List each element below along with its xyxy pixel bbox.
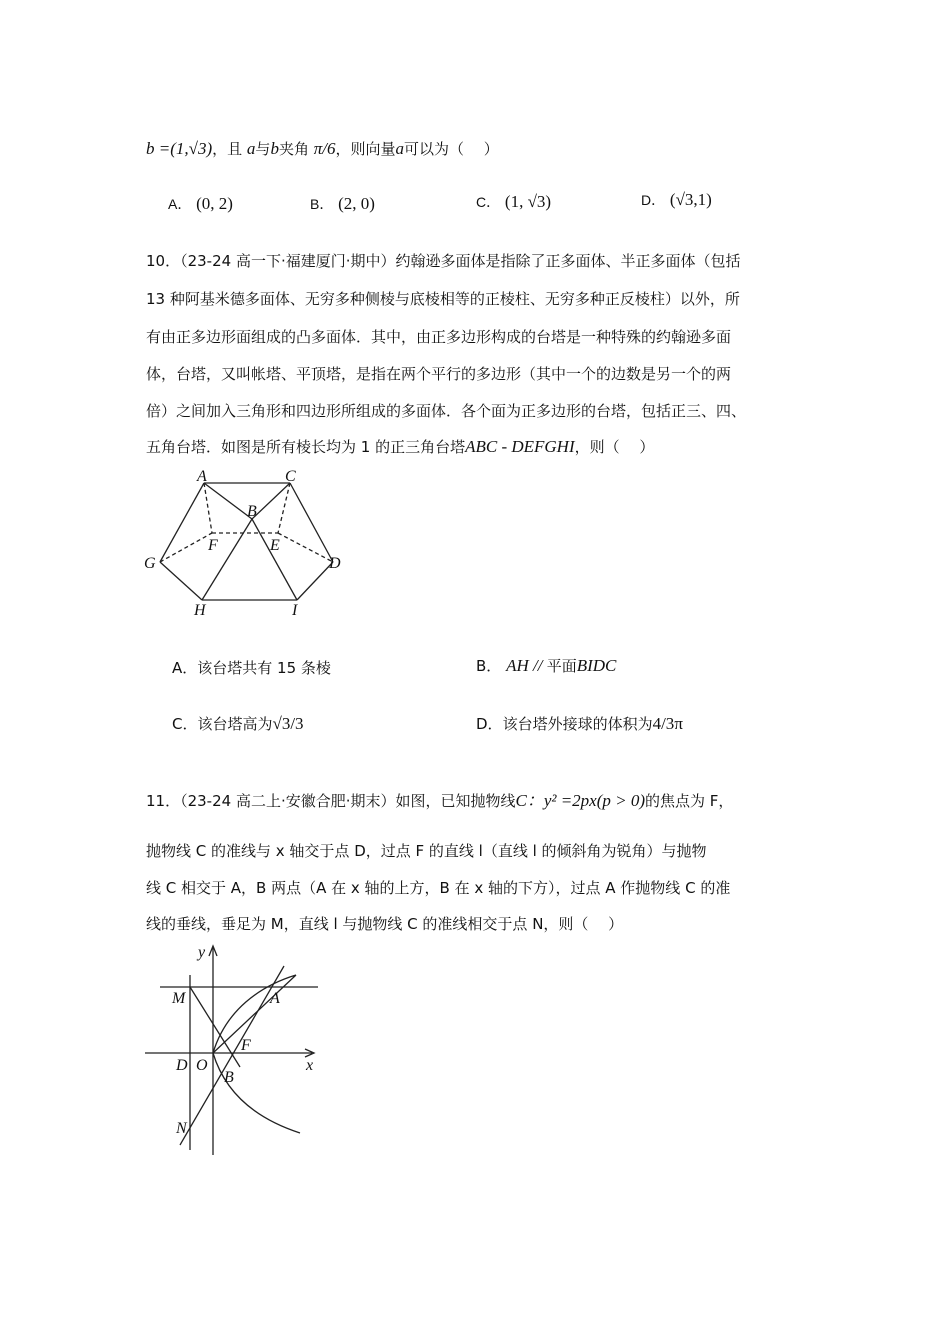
option-label: B． xyxy=(310,196,334,212)
vector-b: b =(1,√3) xyxy=(146,139,213,158)
option-value: (√3,1) xyxy=(669,190,712,209)
point-label: A xyxy=(270,990,280,1007)
point-label: B xyxy=(247,503,257,520)
option-label: C． xyxy=(476,194,501,210)
point-label: D xyxy=(176,1057,188,1074)
point-label: O xyxy=(196,1057,208,1074)
axis-label: x xyxy=(306,1057,314,1074)
text: ，且 xyxy=(212,140,243,158)
q10-line: 10．（23-24 高一下·福建厦门·期中）约翰逊多面体是指除了正多面体、半正多面体（包括 xyxy=(146,252,741,270)
point-label: H xyxy=(194,602,206,619)
option-label: D． xyxy=(476,715,503,733)
option-value: (1, √3) xyxy=(504,192,552,211)
q11-line: 抛物线 C 的准线与 x 轴交于点 D，过点 F 的直线 l（直线 l 的倾斜角为锐角）与抛物 xyxy=(146,842,707,860)
text: 夹角 xyxy=(278,140,309,158)
point-label: A xyxy=(197,468,207,485)
angle-fraction: π/6 xyxy=(313,139,336,158)
option-label: C． xyxy=(172,715,198,733)
q10-line: 有由正多边形面组成的凸多面体．其中，由正多边形构成的台塔是一种特殊的约翰逊多面 xyxy=(146,328,732,346)
option-math: BIDC xyxy=(576,656,617,675)
axis-label: y xyxy=(198,944,206,961)
option-text: 该台塔高为 xyxy=(197,715,273,733)
point-label: B xyxy=(224,1069,234,1086)
option-value: (0, 2) xyxy=(196,194,233,213)
option-text: 该台塔外接球的体积为 xyxy=(502,715,653,733)
var-a: a xyxy=(246,139,256,158)
triangular-cupola-figure xyxy=(160,483,333,600)
q11-line: 线 C 相交于 A，B 两点（A 在 x 轴的上方，B 在 x 轴的下方），过点 A 作抛物线 C 的准 xyxy=(146,879,731,897)
point-label: E xyxy=(270,537,280,554)
option-label: B． xyxy=(476,657,502,675)
option-fraction: 4/3 xyxy=(652,714,675,733)
parabola-equation: C：y² =2px(p > 0) xyxy=(515,791,646,810)
point-label: F xyxy=(241,1037,251,1054)
text: 的焦点为 F， xyxy=(645,792,734,810)
option-label: A． xyxy=(168,196,192,212)
text: 可以为（ ） xyxy=(404,140,499,158)
point-label: C xyxy=(285,468,296,485)
parabola-figure xyxy=(145,946,318,1155)
option-math: AH // xyxy=(506,656,547,675)
q10-line: 体，台塔，又叫帐塔、平顶塔，是指在两个平行的多边形（其中一个的边数是另一个的两 xyxy=(146,365,732,383)
q11-line: 线的垂线，垂足为 M，直线 l 与抛物线 C 的准线相交于点 N，则（ ） xyxy=(146,915,624,933)
var-b: b xyxy=(270,139,279,158)
point-label: G xyxy=(144,555,156,572)
solid-name: ABC - DEFGHI xyxy=(465,437,575,456)
text: 五角台塔．如图是所有棱长均为 1 的正三角台塔 xyxy=(146,438,466,456)
option-fraction: √3/3 xyxy=(272,714,304,733)
text: ，则向量 xyxy=(335,140,396,158)
point-label: F xyxy=(208,537,218,554)
option-label: D． xyxy=(641,192,666,208)
cupola-labels xyxy=(144,468,341,619)
var-a: a xyxy=(395,139,404,158)
parabola-labels xyxy=(171,944,313,1137)
option-text: 该台塔共有 15 条棱 xyxy=(197,659,331,677)
text: 11．（23-24 高二上·安徽合肥·期末）如图，已知抛物线 xyxy=(146,792,516,810)
point-label: D xyxy=(329,555,341,572)
option-label: A． xyxy=(172,659,198,677)
text: 与 xyxy=(255,140,271,158)
text: ，则（ ） xyxy=(574,438,655,456)
q10-line: 13 种阿基米德多面体、无穷多种侧棱与底棱相等的正棱柱、无穷多种正反棱柱）以外，所 xyxy=(146,290,740,308)
point-label: M xyxy=(172,990,186,1007)
point-label: I xyxy=(292,602,298,619)
option-text: 平面 xyxy=(546,657,577,675)
option-value: (2, 0) xyxy=(338,194,375,213)
option-math: π xyxy=(674,714,683,733)
point-label: N xyxy=(176,1120,187,1137)
q10-line: 倍）之间加入三角形和四边形所组成的多面体．各个面为正多边形的台塔，包括正三、四、 xyxy=(146,402,747,420)
